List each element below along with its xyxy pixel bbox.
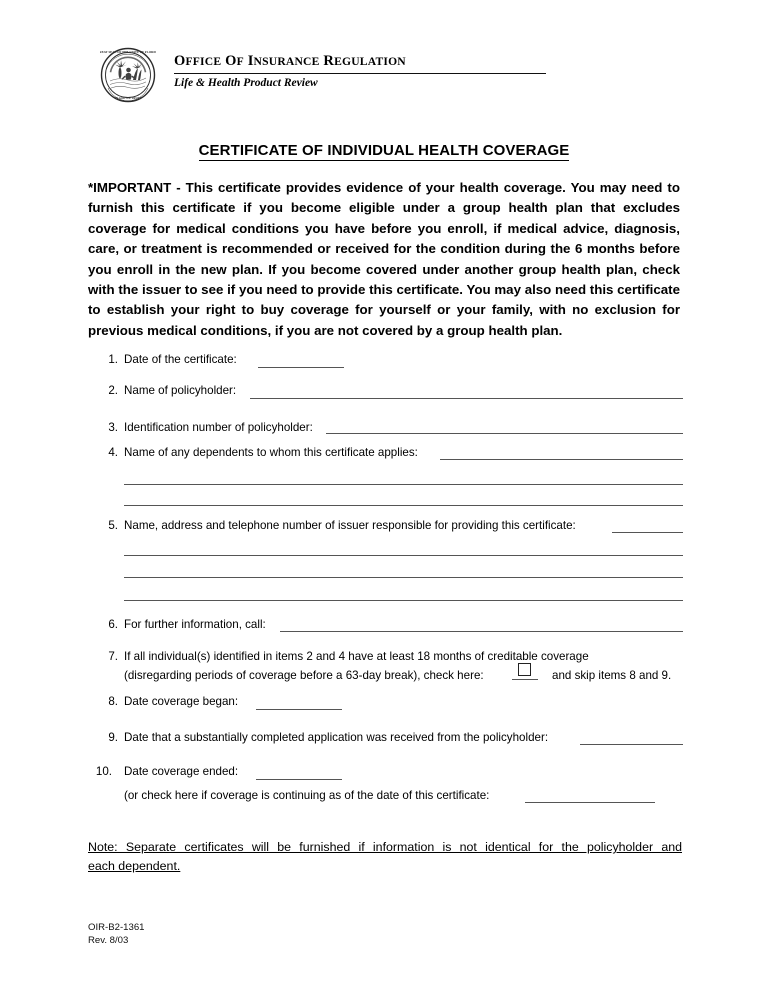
- header-rule: [174, 73, 546, 74]
- item-7-checkbox[interactable]: [518, 663, 531, 676]
- item-10-date-input[interactable]: [256, 779, 342, 780]
- item-8-number: 8.: [108, 695, 118, 708]
- page-title-text: CERTIFICATE OF INDIVIDUAL HEALTH COVERAGE: [198, 142, 570, 159]
- footer-block: [88, 922, 145, 947]
- item-1-label: Date of the certificate:: [124, 353, 237, 366]
- item-1-number: 1.: [108, 353, 118, 366]
- item-4-label: Name of any dependents to whom this certificate applies:: [124, 446, 418, 459]
- form-number: OIR-B2-1361: [88, 922, 145, 933]
- item-7-number: 7.: [108, 650, 118, 663]
- item-3-id-input[interactable]: [326, 433, 683, 434]
- page-title: [0, 142, 768, 159]
- item-7-label-line-2: (disregarding periods of coverage before a 63-day break), check here:: [124, 669, 484, 682]
- item-2-number: 2.: [108, 384, 118, 397]
- item-2-label: Name of policyholder:: [124, 384, 237, 397]
- item-9-date-input[interactable]: [580, 744, 683, 745]
- item-8-date-input[interactable]: [256, 709, 342, 710]
- note-line-1: Note: Separate certificates will be furnished if information is not identical for the policyholder and: [88, 840, 682, 854]
- important-notice: *IMPORTANT - This certificate provides evidence of your health coverage. You may need to furnish this certificate if you become eligible under a group health plan that excludes coverage for medical conditions you have before you enroll, if medical advice, diagnosis, care, or treatment is recommended or received for the condition during the 6 months before you enroll in the new plan. If you become covered under another group health plan, check with the issuer to see if you need to provide this certificate. You may also need this certificate to establish your right to buy coverage for yourself or your family, with no exclusion for previous medical conditions, if you are not covered by a group health plan.: [88, 180, 680, 338]
- item-9-label: Date that a substantially completed application was received from the policyholder:: [124, 731, 549, 744]
- item-6-phone-input[interactable]: [280, 631, 683, 632]
- agency-subtitle: Life & Health Product Review: [174, 77, 318, 89]
- florida-state-seal-icon: [100, 47, 156, 103]
- item-10-label: Date coverage ended:: [124, 765, 239, 778]
- note-block: [88, 838, 682, 876]
- item-8-label: Date coverage began:: [124, 695, 239, 708]
- item-4-dependents-input-line-2[interactable]: [124, 484, 683, 485]
- item-4-dependents-input-line-1[interactable]: [440, 459, 683, 460]
- item-6-label: For further information, call:: [124, 618, 266, 631]
- note-line-2: each dependent.: [88, 859, 181, 873]
- svg-text:GREAT SEAL OF THE STATE OF FLO: GREAT SEAL OF THE STATE OF FLORIDA: [100, 50, 156, 55]
- item-1-date-input[interactable]: [258, 367, 344, 368]
- item-10-number: 10.: [95, 765, 112, 778]
- item-5-issuer-input-line-4[interactable]: [124, 600, 683, 601]
- item-4-dependents-input-line-3[interactable]: [124, 505, 683, 506]
- item-10-certificate-date-input[interactable]: [525, 802, 655, 803]
- item-3-label: Identification number of policyholder:: [124, 421, 313, 434]
- form-revision: Rev. 8/03: [88, 934, 129, 946]
- document-header: [100, 44, 560, 106]
- item-4-number: 4.: [108, 446, 118, 459]
- item-5-label: Name, address and telephone number of issuer responsible for providing this certificate:: [124, 519, 576, 532]
- item-5-issuer-input-line-1[interactable]: [612, 532, 683, 533]
- agency-name-block: [174, 54, 554, 69]
- item-5-issuer-input-line-3[interactable]: [124, 577, 683, 578]
- item-6-number: 6.: [108, 618, 118, 631]
- item-7-checkbox-rule: [512, 679, 538, 680]
- item-7-label-line-2-tail: and skip items 8 and 9.: [552, 669, 672, 682]
- item-10-sub-label: (or check here if coverage is continuing as of the date of this certificate:: [124, 789, 490, 802]
- item-9-number: 9.: [108, 731, 118, 744]
- item-7-label-line-1: If all individual(s) identified in items 2 and 4 have at least 18 months of creditable coverage: [124, 650, 589, 663]
- item-2-name-input[interactable]: [250, 398, 683, 399]
- item-5-issuer-input-line-2[interactable]: [124, 555, 683, 556]
- svg-text:IN GOD WE TRUST: IN GOD WE TRUST: [114, 96, 142, 100]
- item-5-number: 5.: [108, 519, 118, 532]
- item-3-number: 3.: [108, 421, 118, 434]
- agency-name: OFFICE OF INSURANCE REGULATION: [174, 53, 406, 69]
